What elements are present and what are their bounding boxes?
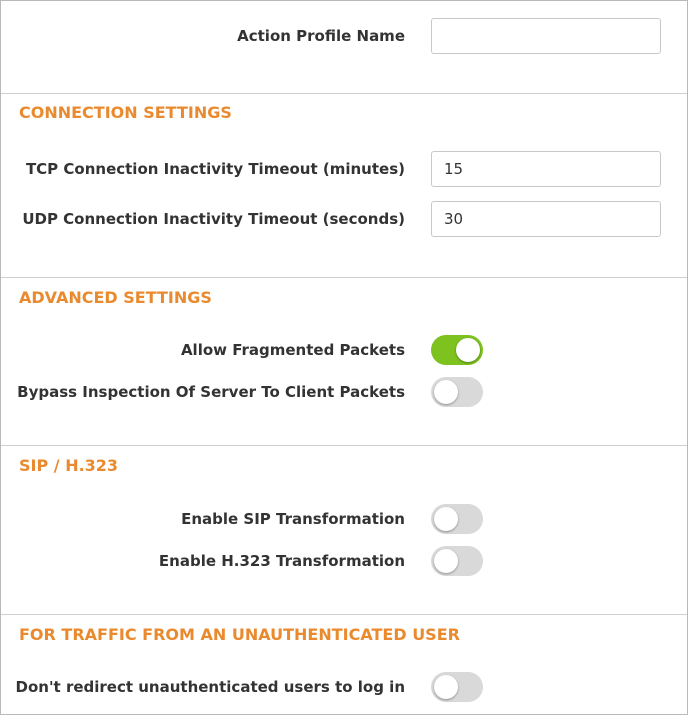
sip-h323-title: SIP / H.323 [19,456,119,475]
bypass-inspection-row [1,372,687,412]
section-divider [1,445,687,446]
section-divider [1,614,687,615]
toggle-knob [456,338,480,362]
enable-sip-transformation-row [1,499,687,539]
udp-timeout-row [1,199,687,239]
enable-h323-transformation-label: Enable H.323 Transformation [158,552,405,570]
udp-timeout-input[interactable] [431,201,661,237]
bypass-inspection-toggle[interactable] [431,377,483,407]
dont-redirect-unauthenticated-row [1,667,687,707]
section-divider [1,277,687,278]
section-divider [1,93,687,94]
toggle-knob [434,675,458,699]
tcp-timeout-input[interactable] [431,151,661,187]
allow-fragmented-packets-label: Allow Fragmented Packets [180,341,405,359]
allow-fragmented-packets-row [1,330,687,370]
connection-settings-title: CONNECTION SETTINGS [19,103,232,122]
bypass-inspection-label: Bypass Inspection Of Server To Client Packets [17,383,405,401]
udp-timeout-label: UDP Connection Inactivity Timeout (seconds) [22,210,405,228]
action-profile-name-label: Action Profile Name [237,27,405,45]
action-profile-name-input[interactable] [431,18,661,54]
toggle-knob [434,549,458,573]
tcp-timeout-label: TCP Connection Inactivity Timeout (minutes) [25,160,405,178]
advanced-settings-title: ADVANCED SETTINGS [19,288,212,307]
allow-fragmented-packets-toggle[interactable] [431,335,483,365]
enable-h323-transformation-row [1,541,687,581]
tcp-timeout-row [1,149,687,189]
action-profile-name-row [1,16,687,56]
dont-redirect-unauthenticated-toggle[interactable] [431,672,483,702]
toggle-knob [434,380,458,404]
enable-h323-transformation-toggle[interactable] [431,546,483,576]
unauthenticated-user-title: FOR TRAFFIC FROM AN UNAUTHENTICATED USER [19,625,460,644]
toggle-knob [434,507,458,531]
enable-sip-transformation-toggle[interactable] [431,504,483,534]
dont-redirect-unauthenticated-label: Don't redirect unauthenticated users to log in [15,678,405,696]
enable-sip-transformation-label: Enable SIP Transformation [181,510,405,528]
